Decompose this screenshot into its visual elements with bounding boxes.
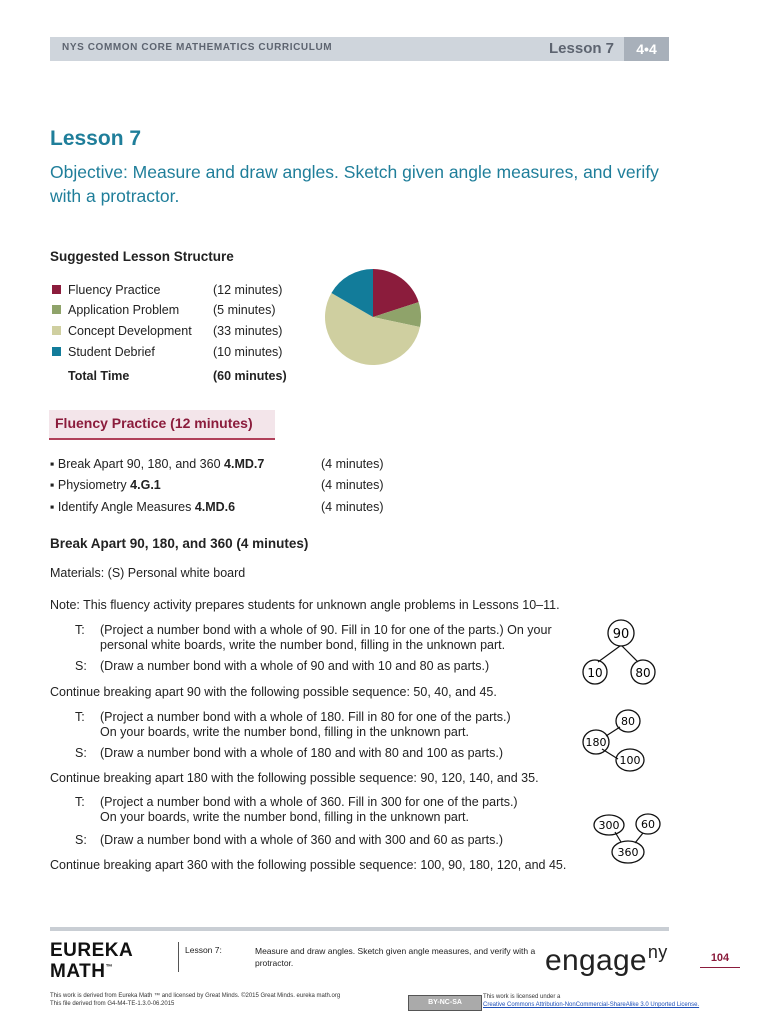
teacher-label: T: [75, 710, 85, 724]
structure-heading: Suggested Lesson Structure [50, 249, 234, 264]
curriculum-title: NYS COMMON CORE MATHEMATICS CURRICULUM [62, 42, 333, 53]
student-label: S: [75, 833, 87, 847]
dialogue-block-90 [0, 623, 603, 683]
logo-line: EUREKA [50, 940, 134, 961]
student-label: S: [75, 746, 87, 760]
bond-part: 80 [621, 715, 635, 728]
materials-text: Materials: (S) Personal white board [50, 566, 246, 580]
page-number: 104 [700, 952, 740, 968]
legend-item-fluency [52, 283, 283, 299]
bond-whole: 90 [612, 627, 630, 642]
teacher-line: On your boards, write the number bond, filling in the unknown part. [100, 725, 469, 739]
teacher-line: (Project a number bond with a whole of 90. Fill in 10 for one of the parts.) On your [100, 623, 552, 637]
credit-line: This work is derived from Eureka Math ™ and licensed by Great Minds. ©2015 Great Minds. eureka math.org [50, 993, 341, 999]
credits [50, 992, 340, 1008]
bullet-text: Physiometry [57, 478, 127, 492]
student-line: (Draw a number bond with a whole of 180 and with 80 and 100 as parts.) [100, 746, 504, 760]
module-badge [624, 37, 669, 61]
legend-time: (12 minutes) [213, 283, 283, 297]
license-text [483, 993, 699, 1009]
legend-swatch [52, 305, 61, 314]
student-label: S: [75, 659, 87, 673]
legend-swatch [52, 285, 61, 294]
footer-divider [50, 927, 669, 931]
bullet-time: (4 minutes) [321, 478, 384, 492]
continue-text: Continue breaking apart 180 with the following possible sequence: 90, 120, 140, and 35. [50, 771, 539, 785]
header-lesson: Lesson 7 [549, 40, 615, 57]
legend-label: Concept Development [68, 324, 192, 338]
student-line: (Draw a number bond with a whole of 360 and with 300 and 60 as parts.) [100, 833, 504, 847]
fluency-bullet: ▪ Identify Angle Measures 4.MD.6 [50, 500, 236, 514]
lesson-title: Lesson 7 [50, 127, 142, 150]
legend-item-application [52, 303, 276, 319]
legend-label: Application Problem [68, 303, 180, 317]
total-time: (60 minutes) [213, 369, 287, 383]
footer-separator [178, 942, 179, 972]
student-line: (Draw a number bond with a whole of 90 and with 10 and 80 as parts.) [100, 659, 490, 673]
teacher-line: (Project a number bond with a whole of 360. Fill in 300 for one of the parts.) [100, 795, 518, 809]
cc-badge-label: BY-NC-SA [428, 999, 462, 1006]
legend-time: (33 minutes) [213, 324, 283, 338]
cc-license-badge [408, 995, 482, 1011]
fluency-practice-box [49, 410, 275, 440]
legend-time: (10 minutes) [213, 345, 283, 359]
fluency-bullet: ▪ Physiometry 4.G.1 [50, 478, 161, 492]
license-line: This work is licensed under a [483, 994, 561, 1000]
activity-heading: Break Apart 90, 180, and 360 (4 minutes) [50, 536, 309, 551]
module-badge-label: 4•4 [636, 41, 657, 57]
bullet-code: 4.MD.7 [224, 457, 265, 471]
fluency-practice-title: Fluency Practice (12 minutes) [55, 415, 253, 431]
dialogue-block-360 [0, 795, 600, 855]
number-bond-180 [578, 703, 658, 777]
teacher-label: T: [75, 623, 85, 637]
bond-part: 80 [635, 666, 651, 680]
continue-text: Continue breaking apart 90 with the following possible sequence: 50, 40, and 45. [50, 685, 497, 699]
bond-part: 60 [641, 818, 655, 831]
legend-label: Fluency Practice [68, 283, 161, 297]
logo-tm: ™ [105, 964, 113, 971]
number-bond-360 [585, 808, 667, 870]
bullet-code: 4.G.1 [130, 478, 161, 492]
legend-item-concept [52, 324, 283, 340]
bullet-text: Break Apart 90, 180, and 360 [57, 457, 221, 471]
fluency-bullet: ▪ Break Apart 90, 180, and 360 4.MD.7 [50, 457, 265, 471]
legend-label: Student Debrief [68, 345, 155, 359]
bond-whole: 360 [617, 846, 639, 859]
lesson-structure-pie [320, 264, 426, 370]
bullet-time: (4 minutes) [321, 500, 384, 514]
bond-part: 300 [598, 819, 620, 832]
legend-time: (5 minutes) [213, 303, 276, 317]
continue-text: Continue breaking apart 360 with the following possible sequence: 100, 90, 180, 120, and 45. [50, 858, 567, 872]
teacher-label: T: [75, 795, 85, 809]
legend-item-debrief [52, 345, 283, 361]
eureka-math-logo [50, 942, 133, 980]
bullet-time: (4 minutes) [321, 457, 384, 471]
footer-objective: Measure and draw angles. Sketch given angle measures, and verify with a protractor. [255, 946, 536, 968]
bond-part: 100 [619, 754, 641, 767]
footer-lesson: Lesson 7: [185, 945, 222, 955]
bond-part: 10 [587, 666, 603, 680]
dialogue-block-180 [0, 710, 600, 770]
teacher-line: (Project a number bond with a whole of 180. Fill in 80 for one of the parts.) [100, 710, 511, 724]
engage-text: engage [545, 944, 647, 977]
bullet-text: Identify Angle Measures [57, 500, 192, 514]
number-bond-90 [578, 616, 662, 690]
legend-swatch [52, 347, 61, 356]
engageny-logo [545, 942, 668, 978]
logo-line: MATH [50, 961, 106, 982]
note-text: Note: This fluency activity prepares students for unknown angle problems in Lessons 10–11. [50, 598, 560, 612]
lesson-objective: Objective: Measure and draw angles. Sketch given angle measures, and verify with a protractor. [50, 162, 659, 206]
bullet-code: 4.MD.6 [194, 500, 236, 514]
total-label: Total Time [68, 369, 130, 383]
credit-line: This file derived from G4-M4-TE-1.3.0-06.2015 [50, 1001, 175, 1007]
teacher-line: On your boards, write the number bond, filling in the unknown part. [100, 810, 469, 824]
bond-whole: 180 [585, 736, 607, 749]
legend-swatch [52, 326, 61, 335]
ny-text: ny [647, 942, 668, 962]
license-link[interactable]: Creative Commons Attribution-NonCommercial-ShareAlike 3.0 Unported License. [483, 1002, 700, 1008]
teacher-line: personal white boards, write the number bond, filling in the unknown part. [100, 638, 506, 652]
